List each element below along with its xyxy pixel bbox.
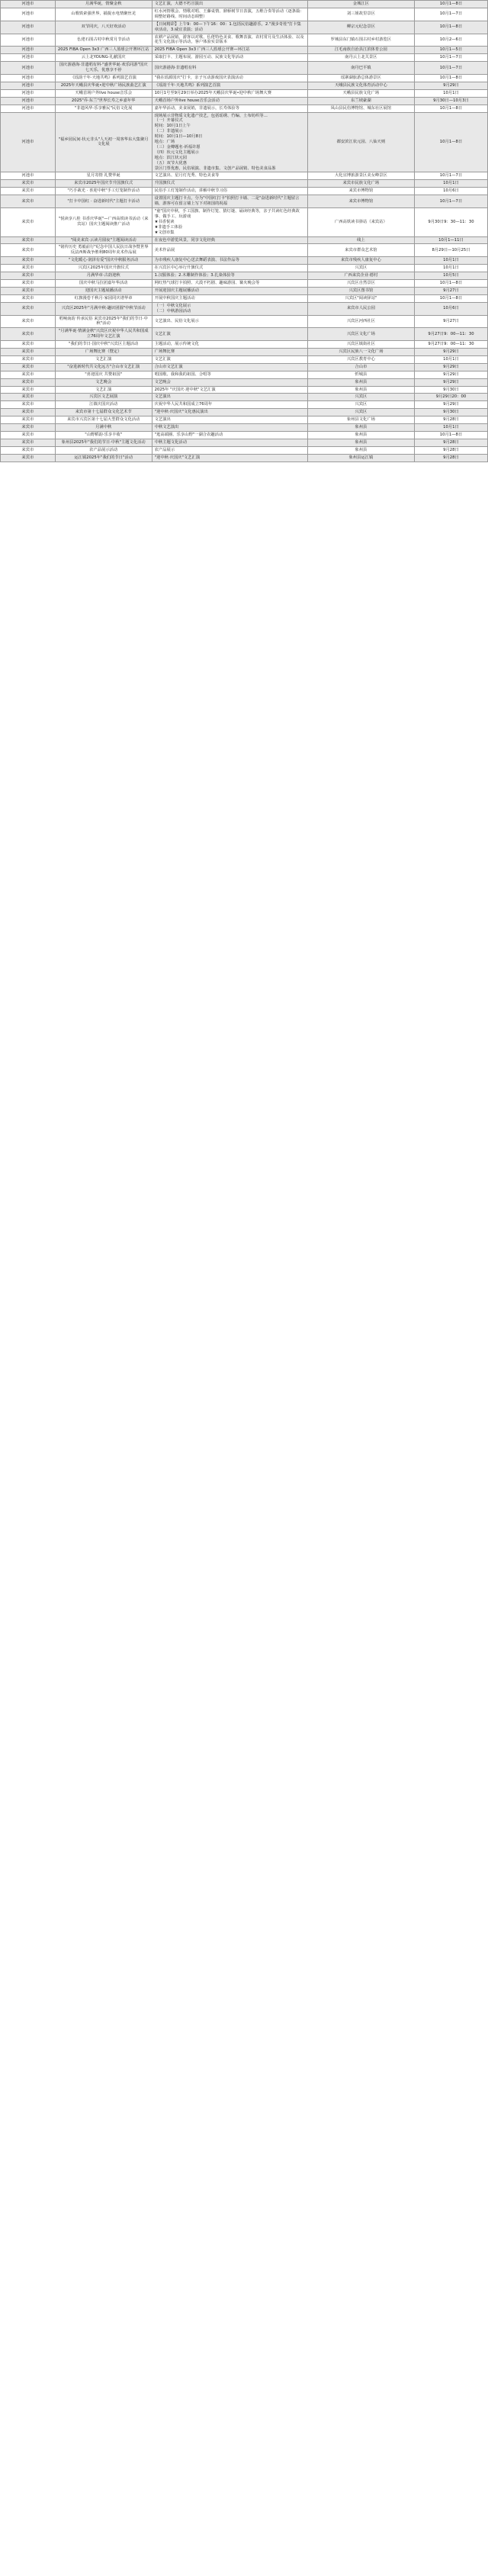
table-row	[1, 446, 488, 454]
cell-date: 10月1—8日	[414, 1, 487, 8]
table-row	[1, 432, 488, 439]
cell-venue: 兴宾区	[307, 265, 414, 272]
cell-content: 文艺演出	[152, 394, 307, 401]
table-row	[1, 244, 488, 257]
cell-content: 设置国庆主题打卡点，分为"中国红打卡"拍照打卡墙、二是"奋进新时代"主题留言墙，游客可在留言墙上写下对祖国的祝福	[152, 195, 307, 208]
cell-city: 河池市	[1, 8, 56, 21]
cell-date: 9月29日20：00	[414, 394, 487, 401]
cell-city: 来宾市	[1, 386, 56, 394]
cell-content: 民俗手工灯笼制作活动，讲解中秋节习俗	[152, 188, 307, 195]
cell-content: 国庆游港海·非遗唱有料	[152, 62, 307, 75]
cell-name: "山野稻韵·乐享丰收"	[55, 432, 152, 439]
cell-name: "喜迎国庆 共赞祖国"	[55, 371, 152, 378]
table-row	[1, 371, 488, 378]
cell-content: 庆祝中华人民共和国成立76周年	[152, 401, 307, 409]
cell-name: 2025年天峨县庆华诞•迎中秋广场民族曲艺汇演	[55, 82, 152, 89]
cell-venue: 象州县	[307, 424, 414, 432]
cell-city: 来宾市	[1, 424, 56, 432]
cell-content: 《瑶韵千年·天地共鸣》系列演艺首演	[152, 82, 307, 89]
cell-city: 来宾市	[1, 363, 56, 371]
cell-content: 2025 FIBA Open 3x3 广西三人篮球公开赛—环江站	[152, 47, 307, 54]
cell-name: 运江镇2025年"我们的节日"活动	[55, 454, 152, 461]
cell-content: 开展中秋国庆主题活动	[152, 294, 307, 302]
cell-name: 象州县2025年"我们的节日·中秋"主题文化活动	[55, 439, 152, 446]
cell-date: 10月1—8日	[414, 279, 487, 287]
cell-venue: 罗城县东门镇石围古村乡村游览区	[307, 34, 414, 47]
cell-venue: 瑶寨湖旅游总体游景区	[307, 74, 414, 82]
cell-name: 迎国庆主题展播活动	[55, 287, 152, 294]
cell-city: 来宾市	[1, 446, 56, 454]
table-row	[1, 62, 488, 75]
cell-name: 2025 FIBA Open 3x3 广西三人篮球公开赛环江站	[55, 47, 152, 54]
cell-content: 2025年 "庆国庆·迎中秋"文艺汇演	[152, 386, 307, 394]
cell-name: 月满华诞，情聚金秋	[55, 1, 152, 8]
table-row	[1, 180, 488, 188]
cell-date: 10月1—8日	[414, 74, 487, 82]
cell-content: 现场展示非物质文化遗产技艺，包括瑶绣、竹编、土布纺织等… （一）开幕仪式 时间：10月1日上午 （二）非遗展示 时间：10月1日—10月8日 地点：广场 （三）金樽题名·祈福许愿 （四）状元文化主题展示 地点：滨江状元园 （五）双节大优惠 景区门票优惠，民俗展演、非遗市集、文创产品展销、特色美食品鉴	[152, 112, 307, 172]
cell-name: 文艺汇演	[55, 386, 152, 394]
cell-content: 美术作品展	[152, 244, 307, 257]
cell-city: 来宾市	[1, 188, 56, 195]
cell-city: 河池市	[1, 34, 56, 47]
table-row	[1, 349, 488, 356]
table-row	[1, 188, 488, 195]
table-row	[1, 363, 488, 371]
table-row	[1, 287, 488, 294]
cell-date: 10月2—6日	[414, 34, 487, 47]
cell-date: 10月1—8日	[414, 294, 487, 302]
cell-city: 河池市	[1, 172, 56, 180]
cell-content: 【日间精彩】上午9：00—下午16：00：1.包括民俗趣游乐，2."漫步奇桂"打卡集章活动，3.威宜表演；活动	[152, 21, 307, 34]
cell-city: 来宾市	[1, 272, 56, 280]
cell-venue: 天峨县民族文化广场	[307, 89, 414, 97]
cell-date: 9月27日9：00—11：30	[414, 341, 487, 349]
cell-content: 文艺汇演	[152, 355, 307, 363]
table-row	[1, 294, 488, 302]
table-row	[1, 394, 488, 401]
cell-content: "童"国庆中秋，手工国旗、制作灯笼、猜灯谜、诵读经典等，亲子共读红色经典故事、做手工、玩游戏 ★书香悦读 ★非遗手工体验 ★文创市集	[152, 208, 307, 237]
cell-city: 河池市	[1, 89, 56, 97]
cell-date: 9月29日	[414, 363, 487, 371]
table-row	[1, 34, 488, 47]
cell-date: 10月1—5日	[414, 47, 487, 54]
cell-venue: 象州县文化广场	[307, 416, 414, 424]
cell-date: 10月1日	[414, 89, 487, 97]
cell-venue: 兴宾区	[307, 401, 414, 409]
table-row	[1, 54, 488, 62]
cell-name: "打卡中国红 · 奋进新时代"主题打卡活动	[55, 195, 152, 208]
cell-city: 来宾市	[1, 328, 56, 341]
cell-content: 文艺汇演	[152, 328, 307, 341]
cell-city: 来宾市	[1, 349, 56, 356]
table-row	[1, 355, 488, 363]
cell-name: "奋进新时代共文化远方"合山市文艺汇演	[55, 363, 152, 371]
cell-date: 9月29日	[414, 349, 487, 356]
cell-city: 来宾市	[1, 302, 56, 315]
cell-content: 文艺演出	[152, 416, 307, 424]
table-row	[1, 265, 488, 272]
cell-content: "逛高端圈、乐享山野"一湖合农趣活动	[152, 432, 307, 439]
cell-name: 天峨首场户外live house音乐会	[55, 89, 152, 97]
cell-venue: 天峨县民族文化体育活动中心	[307, 82, 414, 89]
cell-name: 月满中秋	[55, 424, 152, 432]
cell-city: 来宾市	[1, 257, 56, 265]
cell-date: 9月30日9：30—11：30	[414, 208, 487, 237]
table-row	[1, 172, 488, 180]
table-row	[1, 424, 488, 432]
cell-content: 主题活动，展示传统文化	[152, 341, 307, 349]
cell-venue: 来宾市博物馆	[307, 195, 414, 208]
cell-content: 1.汉服体验；2.木雕制作体验；3.扎染体验等	[152, 272, 307, 280]
cell-venue: 来宾市人民公园	[307, 302, 414, 315]
cell-content: 文艺汇演，大德不朽宣演出	[152, 1, 307, 8]
cell-city: 河池市	[1, 74, 56, 82]
table-row	[1, 97, 488, 105]
cell-venue: 广西来宾企业·德村	[307, 272, 414, 280]
cell-city: 河池市	[1, 105, 56, 112]
cell-city: 河池市	[1, 47, 56, 54]
cell-name: 2025"乔·东兰"世界长寿之乡嘉年华	[55, 97, 152, 105]
cell-date: 9月27日	[414, 315, 487, 328]
cell-venue: 兴宾区河西社区	[307, 315, 414, 328]
table-row	[1, 378, 488, 386]
cell-city: 河池市	[1, 82, 56, 89]
events-table-body	[1, 1, 488, 462]
cell-venue: 都安滨江状元园、八仙天则	[307, 112, 414, 172]
cell-name: 兴宾区2025年"月满中秋·趣识团圆"中秋节活动	[55, 302, 152, 315]
cell-date: 9月30日	[414, 386, 487, 394]
cell-venue: 柳宗元纪念景区	[307, 21, 414, 34]
cell-venue: 兴宾区	[307, 394, 414, 401]
cell-city: 来宾市	[1, 315, 56, 328]
cell-venue: 线上	[307, 236, 414, 244]
cell-date: 9月29日	[414, 401, 487, 409]
cell-venue: 兴宾区图书馆	[307, 287, 414, 294]
cell-content: 开展迎国庆主题展播活动	[152, 287, 307, 294]
cell-city: 来宾市	[1, 279, 56, 287]
table-row	[1, 341, 488, 349]
cell-content: "迎中秋·庆国庆"文化惠民演出	[152, 409, 307, 416]
cell-name: 国庆中秋马拉团嘉年华活动	[55, 279, 152, 287]
cell-content: 天峨首场户外live house音乐会活动	[152, 97, 307, 105]
cell-date: 8月29日—10月25日	[414, 244, 487, 257]
cell-venue: 象州县	[307, 446, 414, 454]
cell-date: 9月27日9：00—11：30	[414, 328, 487, 341]
cell-city: 河池市	[1, 21, 56, 34]
cell-venue: 象州县	[307, 432, 414, 439]
cell-name: 兴宾区文艺展演	[55, 394, 152, 401]
cell-name: 广场舞比赛（暨定）	[55, 349, 152, 356]
cell-venue: 兴宾区文化广场	[307, 328, 414, 341]
cell-date: 10月1—7日	[414, 195, 487, 208]
cell-name: "铭传历史 勇毅前行"纪念中国人民抗日战争暨世界反法西斯战争胜利80周年美术作品展	[55, 244, 152, 257]
cell-name: 江镇庆国庆活动	[55, 401, 152, 409]
cell-city: 来宾市	[1, 355, 56, 363]
table-row	[1, 279, 488, 287]
table-row	[1, 302, 488, 315]
cell-date: 10月1日	[414, 257, 487, 265]
cell-date: 9月29日	[414, 82, 487, 89]
cell-name: 月满华章·古韵迎秋	[55, 272, 152, 280]
cell-venue: 来宾市群众艺术馆	[307, 244, 414, 257]
cell-city: 河池市	[1, 54, 56, 62]
cell-name: 来宾市兴宾区第十七届大型群众文化活动	[55, 416, 152, 424]
cell-city: 河池市	[1, 112, 56, 172]
cell-content: 中秋主题文化活动	[152, 439, 307, 446]
cell-date: 10月1—7日	[414, 8, 487, 21]
cell-city: 来宾市	[1, 378, 56, 386]
cell-city: 来宾市	[1, 432, 56, 439]
cell-name: "悦读享八桂 书香庆华诞"—广西高铁读书活动（来宾站）国庆主题阅读推广活动	[55, 208, 152, 237]
cell-date: 10月1日	[414, 180, 487, 188]
cell-date: 9月28日	[414, 416, 487, 424]
cell-city: 来宾市	[1, 401, 56, 409]
cell-city: 来宾市	[1, 244, 56, 257]
cell-name: "阅美来宾·云读月圆夜"主题阅读活动	[55, 236, 152, 244]
cell-date: 9月30日—10月3日	[414, 97, 487, 105]
cell-venue: 东兰坡豪湖	[307, 97, 414, 105]
cell-content: 升国旗仪式	[152, 180, 307, 188]
cell-name: "福乡园民间·状元非头"人天初一周客华东大集聚月文化展	[55, 112, 152, 172]
cell-date: 10月1—8日	[414, 21, 487, 34]
table-row	[1, 1, 488, 8]
table-row	[1, 47, 488, 54]
cell-city: 来宾市	[1, 341, 56, 349]
cell-date: 10月1—11日	[414, 236, 487, 244]
cell-city: 来宾市	[1, 394, 56, 401]
table-row	[1, 236, 488, 244]
cell-name: "文化暖心·润泽有爱"国庆中秋服务活动	[55, 257, 152, 265]
table-row	[1, 105, 488, 112]
cell-date: 9月28日	[414, 446, 487, 454]
table-row	[1, 195, 488, 208]
cell-date: 10月6日	[414, 188, 487, 195]
cell-content: 农产品展示	[152, 446, 307, 454]
table-row	[1, 401, 488, 409]
cell-content: 唱国歌、我和我的祖国、合唱等	[152, 371, 307, 378]
table-row	[1, 416, 488, 424]
cell-venue: 广西高铁读书驿站（来宾站）	[307, 208, 414, 237]
table-row	[1, 439, 488, 446]
cell-content: 红水河情歌会、情歌对唱、王藤桌情、鼎桥树节日表演，五维合奏等活动（逐条篇：调整好路线、时间动态调整）	[152, 8, 307, 21]
cell-content: 合山市文艺汇演	[152, 363, 307, 371]
cell-content: 10月1号至9月29日举办2025年天峨县庆华诞•迎中秋广场舞大赛	[152, 89, 307, 97]
cell-name: 唱响南韵 传承民俗 来宾市2025年"我们的节日·中秋"活动	[55, 315, 152, 328]
cell-venue: 忻城县	[307, 371, 414, 378]
table-row	[1, 8, 488, 21]
cell-content: 文艺晚会	[152, 378, 307, 386]
cell-date: 9月30日	[414, 409, 487, 416]
table-row	[1, 82, 488, 89]
cell-venue: 南丹巴平镇	[307, 62, 414, 75]
cell-content: 在兴宾区中心举行升旗仪式	[152, 265, 307, 272]
cell-city: 来宾市	[1, 439, 56, 446]
table-row	[1, 409, 488, 416]
cell-venue: 兴宾区	[307, 409, 414, 416]
cell-city: 河池市	[1, 1, 56, 8]
cell-venue: 江毛南族自治县江滨体育公园	[307, 47, 414, 54]
cell-city: 河池市	[1, 97, 56, 105]
cell-content: 文艺演出、民俗文化展示	[152, 315, 307, 328]
cell-date: 9月29日	[414, 371, 487, 378]
table-row	[1, 112, 488, 172]
cell-date: 10月1—7日	[414, 172, 487, 180]
cell-date: 10月1日	[414, 424, 487, 432]
cell-venue: 象州县	[307, 386, 414, 394]
cell-venue: 凤山县民俗博物馆、城东社区展馆	[307, 105, 414, 112]
cell-content: 嘉年华活动，美食展销，非遗展示，长寿体验等	[152, 105, 307, 112]
cell-venue: 象州县	[307, 378, 414, 386]
cell-name: 星月寄情 礼赞华诞	[55, 172, 152, 180]
events-table	[0, 0, 488, 462]
cell-name: 农产品展示活动	[55, 446, 152, 454]
cell-date: 10月1—8日	[414, 432, 487, 439]
cell-name: 文艺晚会	[55, 378, 152, 386]
cell-date: 10月6日	[414, 302, 487, 315]
table-row	[1, 257, 488, 265]
cell-name: 仫佬石围古村中秋常月节活动	[55, 34, 152, 47]
cell-city: 来宾市	[1, 180, 56, 188]
table-row	[1, 89, 488, 97]
cell-date: 9月27日	[414, 287, 487, 294]
cell-city: 来宾市	[1, 409, 56, 416]
table-row	[1, 74, 488, 82]
cell-city: 来宾市	[1, 195, 56, 208]
cell-city: 来宾市	[1, 416, 56, 424]
cell-name: 文艺汇演	[55, 355, 152, 363]
cell-name: 云上北YOUNG·礼献国庆	[55, 54, 152, 62]
cell-venue: 象州县	[307, 439, 414, 446]
cell-name: 国庆游港海·非遗唱有料·"盛世华诞·欢乐同游"国庆七天乐，优惠享不停	[55, 62, 152, 75]
cell-venue: 南丹云上北关景区	[307, 54, 414, 62]
table-row	[1, 386, 488, 394]
cell-venue: 刘三姐故里景区	[307, 8, 414, 21]
cell-date: 10月1—7日	[414, 54, 487, 62]
cell-content: "迎中秋·庆国庆"文艺汇演	[152, 454, 307, 461]
cell-venue: 金城江区	[307, 1, 414, 8]
cell-content: 采取打卡、主题布展、游园互动、民族文化等活动	[152, 54, 307, 62]
cell-venue: 兴宾区自然景区	[307, 279, 414, 287]
cell-date: 10月5日	[414, 272, 487, 280]
cell-name: 《瑶韵千年·天地共鸣》系列演艺首演	[55, 74, 152, 82]
table-row	[1, 21, 488, 34]
cell-city: 来宾市	[1, 236, 56, 244]
cell-date: 9月29日	[414, 378, 487, 386]
cell-city: 来宾市	[1, 287, 56, 294]
cell-name: "巧手裁光 · 喜迎中秋"手工灯笼制作活动	[55, 188, 152, 195]
cell-venue: 兴宾区镇街社区	[307, 341, 414, 349]
cell-venue: 象州县运江镇	[307, 454, 414, 461]
cell-name: 双节同庆，八天好欢活动	[55, 21, 152, 34]
cell-name: "非遗风华·乐享雅民"民俗文化展	[55, 105, 152, 112]
table-row	[1, 315, 488, 328]
cell-content: 网红热气球打卡拍照、大漠不朽剧、趣味游园、篝火晚会等	[152, 279, 307, 287]
cell-content: 文艺演出、星月灯光秀、特色美食等	[152, 172, 307, 180]
cell-name: 红旗漫卷千秋月·家园同庆谱华章	[55, 294, 152, 302]
table-row	[1, 454, 488, 461]
cell-content: 为市残疾人康复中心送去舞蹈表演、书法作品等	[152, 257, 307, 265]
cell-name: 兴宾区2025年国庆升旗仪式	[55, 265, 152, 272]
cell-name: "月满华诞·情满金秋"兴宾区庆祝中华人民共和国成立76周年文艺汇演	[55, 328, 152, 341]
cell-content: "我在瑶源国庆"打卡，亲子互动游戏国庆表演活动	[152, 74, 307, 82]
cell-venue: 兴宾区教育中心	[307, 355, 414, 363]
cell-date: 10月1—7日	[414, 62, 487, 75]
cell-date: 10月1—8日	[414, 105, 487, 112]
cell-date: 10月1日	[414, 355, 487, 363]
cell-city: 来宾市	[1, 371, 56, 378]
cell-date: 10月1—8日	[414, 112, 487, 172]
cell-city: 河池市	[1, 62, 56, 75]
cell-date: 9月28日	[414, 439, 487, 446]
cell-name: "我们的节日·国庆中秋"兴宾区主题活动	[55, 341, 152, 349]
cell-name: 山歌铁索强世界，捕捉水电情聚丝羌	[55, 8, 152, 21]
cell-content: （一）中秋文化展示 （二）中秋游园活动	[152, 302, 307, 315]
cell-venue: 兴宾区民族八一文化广场	[307, 349, 414, 356]
cell-date: 9月28日	[414, 454, 487, 461]
table-row	[1, 328, 488, 341]
cell-name: 来宾市2025年国庆节升国旗仪式	[55, 180, 152, 188]
cell-venue: 合山市	[307, 363, 414, 371]
cell-content: 广场舞比赛	[152, 349, 307, 356]
cell-city: 来宾市	[1, 208, 56, 237]
cell-venue: 来宾市残疾人康复中心	[307, 257, 414, 265]
table-row	[1, 272, 488, 280]
cell-content: 在夜色中游览风景，同享文化经典	[152, 236, 307, 244]
cell-venue: 来宾市民族文化广场	[307, 180, 414, 188]
table-row	[1, 208, 488, 237]
cell-date: 10月1日	[414, 265, 487, 272]
cell-city: 来宾市	[1, 294, 56, 302]
cell-content: 中秋文艺演出	[152, 424, 307, 432]
cell-venue: 大化宜博旅游景区美女峰景区	[307, 172, 414, 180]
cell-city: 来宾市	[1, 454, 56, 461]
cell-venue: 来宾市博物馆	[307, 188, 414, 195]
cell-venue: 兴宾区"阅读驿站"	[307, 294, 414, 302]
cell-content: 农耕产品展销，游客以对歌、仫佬特色美食、歌舞表演、农村常月及生活体验、以及花生文化演示等活动，客户体验实景版本	[152, 34, 307, 47]
cell-name: 来宾市第十七届群众文化艺术节	[55, 409, 152, 416]
cell-city: 来宾市	[1, 265, 56, 272]
